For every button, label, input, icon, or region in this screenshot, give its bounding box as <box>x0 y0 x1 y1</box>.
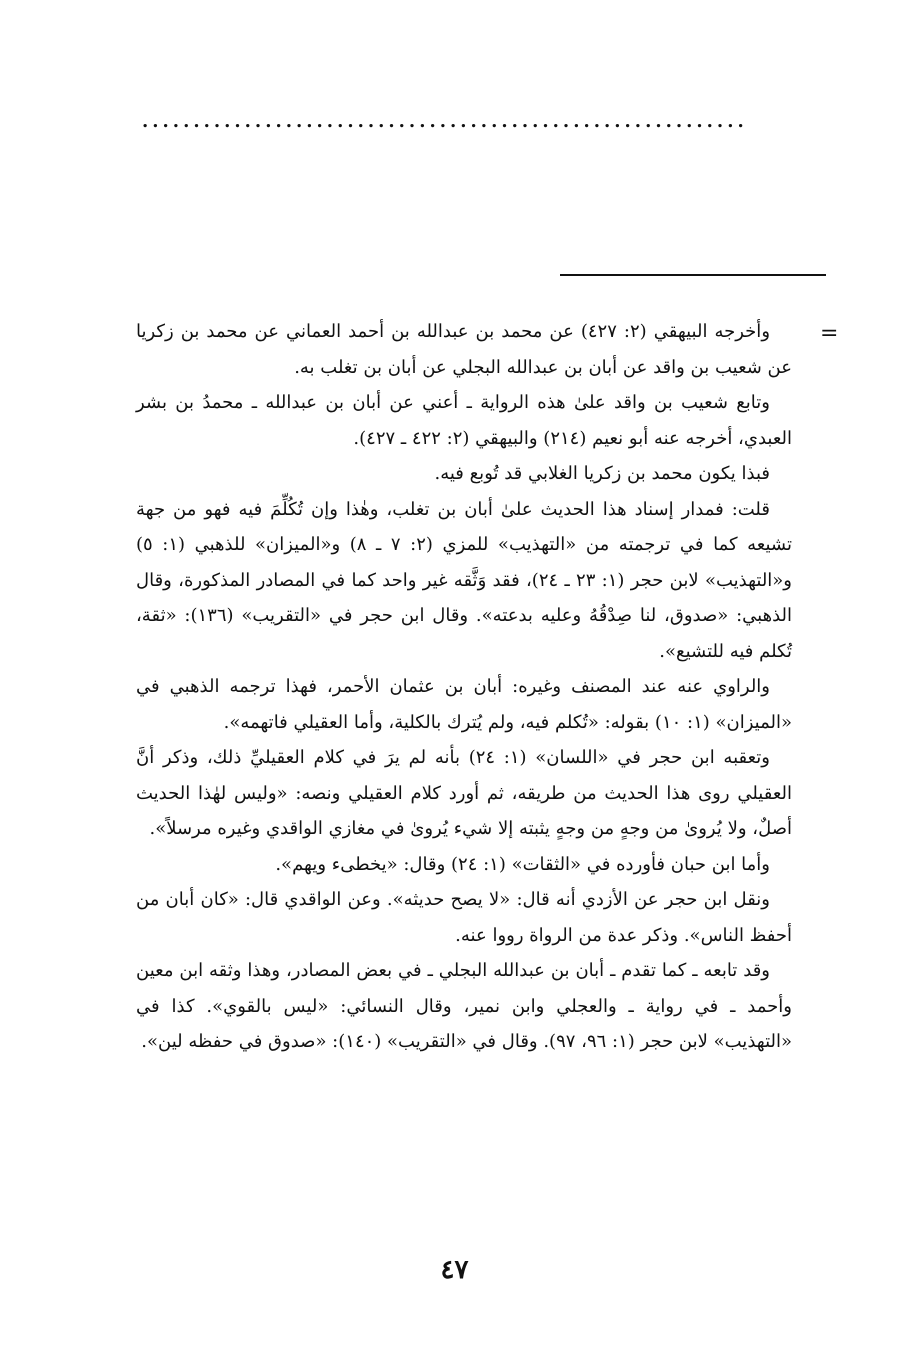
paragraph-1: وأخرجه البيهقي (٢: ٤٢٧) عن محمد بن عبدالله بن أحمد العماني عن محمد بن زكريا عن شعيب بن واقد عن أبان بن عبدالله البجلي عن أبان بن تغلب به. <box>136 321 792 378</box>
footnote-separator-line <box>560 274 826 276</box>
paragraph-5: والراوي عنه عند المصنف وغيره: أبان بن عثمان الأحمر، فهذا ترجمه الذهبي في «الميزان» (١: ١٠) بقوله: «تُكلم فيه، ولم يُترك بالكلية، وأما العقيلي فاتهمه». <box>136 676 792 733</box>
footnote-continuation-marker: = <box>820 321 839 346</box>
paragraph-2: وتابع شعيب بن واقد علىٰ هذه الرواية ـ أعني عن أبان بن عبدالله ـ محمدُ بن بشر العبدي، أخرجه عنه أبو نعيم (٢١٤) والبيهقي (٢: ٤٢٢ ـ ٤٢٧). <box>136 392 792 449</box>
paragraph-7: وأما ابن حبان فأورده في «الثقات» (١: ٢٤) وقال: «يخطىء ويهم». <box>275 853 770 875</box>
paragraph-6: وتعقبه ابن حجر في «اللسان» (١: ٢٤) بأنه لم يرَ في كلام العقيليِّ ذلك، وذكر أنَّ العقيلي روى هذا الحديث من طريقه، ثم أورد كلام العقيلي ونصه: «وليس لهٰذا الحديث أصلٌ، ولا يُروىٰ من وجهٍ من وجهٍ يثبته إلا شيء يُروىٰ في مغازي الواقدي وغيره مرسلاً». <box>136 747 792 839</box>
footnote-text-block <box>136 314 792 1060</box>
paragraph-4: قلت: فمدار إسناد هذا الحديث علىٰ أبان بن تغلب، وهٰذا وإن تُكُلِّمَ فيه فهو من جهة تشيعه كما في ترجمته من «التهذيب» للمزي (٢: ٧ ـ ٨) و«الميزان» للذهبي (١: ٥) و«التهذيب» لابن حجر (١: ٢٣ ـ ٢٤)، فقد وَثَّقه غير واحد كما في المصادر المذكورة، وقال الذهبي: «صدوق، لنا صِدْقُهُ وعليه بدعته». وقال ابن حجر في «التقريب» (١٣٦): «ثقة، تُكلم فيه للتشيع». <box>136 498 793 662</box>
paragraph-3: فبذا يكون محمد بن زكريا الغلابي قد تُوبع فيه. <box>434 463 770 484</box>
page-number: ٤٧ <box>440 1255 469 1285</box>
paragraph-9: وقد تابعه ـ كما تقدم ـ أبان بن عبدالله البجلي ـ في بعض المصادر، وهذا وثقه ابن معين وأحمد ـ في رواية ـ والعجلي وابن نمير، وقال النسائي: «ليس بالقوي». كذا في «التهذيب» لابن حجر (١: ٩٦، ٩٧). وقال في «التقريب» (١٤٠): «صدوق في حفظه لين». <box>136 960 792 1052</box>
top-dotted-separator: ........................................................... <box>142 112 748 132</box>
paragraph-8: ونقل ابن حجر عن الأزدي أنه قال: «لا يصح حديثه». وعن الواقدي قال: «كان أبان من أحفظ الناس». وذكر عدة من الرواة رووا عنه. <box>136 889 792 946</box>
